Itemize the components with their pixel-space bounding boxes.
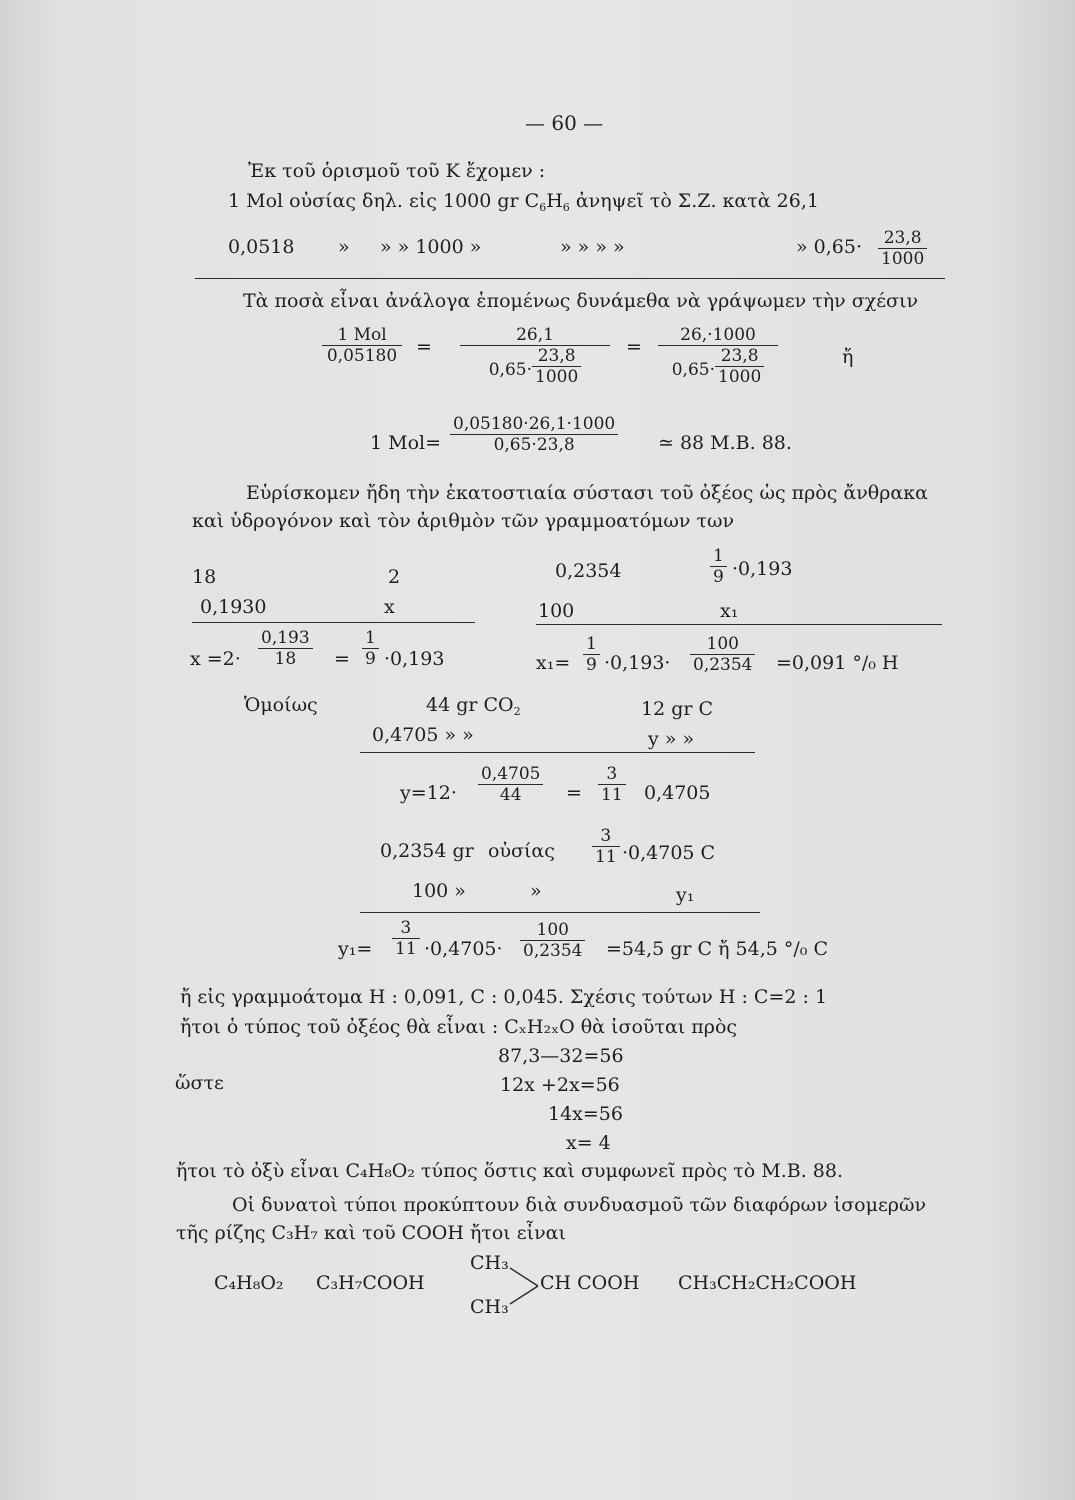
text-span: 0,4705 » » (372, 724, 474, 746)
text-line: καὶ ὑδρογόνον καὶ τὸν ἀριθμὸν τῶν γραμμοατόμων των (192, 510, 735, 532)
text-span: x =2· (190, 648, 241, 670)
fraction (362, 628, 379, 669)
text-span: ·0,193 (384, 648, 445, 670)
rule (360, 752, 755, 753)
numerator: 3 (592, 826, 620, 847)
text-span: 0,65· (488, 360, 532, 380)
text-span: 0,0518 (228, 236, 295, 258)
formula: CH₃ (470, 1296, 509, 1318)
formula: CH COOH (540, 1272, 640, 1294)
text-span: y₁ (676, 884, 695, 906)
fraction (450, 414, 618, 455)
text-line: Ἐκ τοῦ ὁρισμοῦ τοῦ K ἔχομεν : (248, 160, 546, 182)
text-span: ·0,193 (732, 558, 793, 580)
fraction (520, 920, 585, 961)
numerator: 3 (598, 764, 626, 785)
text-span: ἀνηψεῖ τὸ Σ.Ζ. κατὰ 26,1 (569, 190, 819, 212)
text-span: » » 1000 » (380, 236, 482, 258)
numerator: 26,1 (460, 325, 610, 346)
text-span: y » » (648, 728, 695, 750)
subscript: 6 (562, 201, 570, 214)
denominator: 44 (499, 785, 522, 805)
formula: C₄H₈O₂ (214, 1272, 284, 1294)
numerator: 100 (520, 920, 585, 941)
numerator: 0,193 (258, 628, 313, 649)
text-span: x₁= (536, 652, 571, 674)
fraction (532, 346, 581, 387)
fraction (710, 546, 727, 587)
denominator: 0,2354 (523, 941, 583, 961)
rule (360, 912, 760, 913)
text-span: 44 gr CO (426, 694, 514, 716)
rule (195, 278, 945, 279)
fraction (322, 325, 402, 366)
text-span: ·0,4705 C (622, 842, 716, 864)
fraction (460, 325, 610, 387)
equals: = (626, 336, 642, 358)
text-span: » (338, 236, 350, 258)
text-line: Τὰ ποσὰ εἶναι ἀνάλογα ἑπομένως δυνάμεθα νὰ γράψωμεν τὴν σχέσιν (243, 290, 919, 312)
text-span: y₁= (338, 938, 373, 960)
text-span: » 0,65· (796, 236, 863, 258)
denominator: 11 (395, 939, 417, 959)
denominator: 9 (365, 649, 376, 669)
fraction (392, 918, 420, 959)
text-span: ≃ 88 Μ.Β. 88. (658, 432, 792, 454)
text-span: 1 Mol οὐσίας δηλ. εἰς 1000 gr C (228, 190, 540, 212)
text-span: » (530, 880, 542, 902)
text-span: ὥστε (175, 1072, 224, 1094)
text-span: 14x=56 (548, 1103, 623, 1125)
text-line: ἤτοι τὸ ὀξὺ εἶναι C₄H₈O₂ τύπος ὅστις καὶ συμφωνεῖ πρὸς τὸ Μ.Β. 88. (176, 1160, 844, 1182)
text-span: ·0,193· (604, 652, 671, 674)
text-span: 100 (538, 600, 575, 622)
text-span: » » » » (560, 236, 625, 258)
fraction (478, 764, 543, 805)
rule (192, 622, 475, 623)
numerator: 23,8 (532, 346, 581, 367)
denominator: 0,05180 (326, 346, 398, 366)
fraction (715, 346, 764, 387)
denominator: 9 (586, 655, 597, 675)
text-span: 0,65· (671, 360, 715, 380)
text-span: ἤ (842, 346, 854, 368)
equals: = (416, 336, 432, 358)
text-span: 1 Mol= (370, 432, 442, 454)
text-span: 87,3—32=56 (498, 1045, 624, 1067)
text-line (426, 694, 521, 723)
denominator: 0,2354 (693, 655, 753, 675)
text-span: =54,5 gr C ἤ 54,5 °/₀ C (606, 938, 828, 960)
numerator: 1 (362, 628, 379, 649)
numerator: 23,8 (715, 346, 764, 367)
denominator: 1000 (718, 367, 762, 387)
denominator: 18 (274, 649, 297, 669)
text-span: =0,091 °/₀ H (776, 652, 899, 674)
text-span: y=12· (400, 782, 457, 804)
text-line: ἤ εἰς γραμμοάτομα H : 0,091, C : 0,045. Σχέσις τούτων H : C=2 : 1 (180, 986, 828, 1008)
text-span: 12x +2x=56 (500, 1074, 620, 1096)
formula: C₃H₇COOH (316, 1272, 425, 1294)
denominator (658, 346, 778, 387)
numerator: 0,4705 (478, 764, 543, 785)
numerator: 1 (583, 634, 600, 655)
fraction (258, 628, 313, 669)
fraction (583, 634, 600, 675)
fraction (658, 325, 778, 387)
numerator: 0,05180·26,1·1000 (450, 414, 618, 435)
text-span: ·0,4705· (424, 938, 503, 960)
text-span: x= 4 (566, 1132, 611, 1154)
denominator: 0,65·23,8 (493, 435, 575, 455)
denominator: 11 (601, 785, 623, 805)
rule (536, 624, 942, 625)
equals: = (334, 648, 350, 670)
numerator: 23,8 (878, 228, 927, 249)
text-span: H (546, 190, 563, 212)
numerator: 100 (690, 634, 755, 655)
text-span: 2 (388, 566, 401, 588)
equals: = (566, 782, 582, 804)
denominator: 1000 (881, 249, 925, 269)
fraction (592, 826, 620, 867)
numerator: 1 Mol (322, 325, 402, 346)
numerator: 1 (710, 546, 727, 567)
text-span: 0,4705 (644, 782, 711, 804)
branch-lines (508, 1262, 544, 1310)
text-line: ἤτοι ὁ τύπος τοῦ ὀξέος θὰ εἶναι : CₓH₂ₓO θὰ ἰσοῦται πρὸς (180, 1016, 738, 1038)
page-number: — 60 — (525, 111, 604, 135)
text-span: 0,2354 (555, 560, 622, 582)
denominator: 11 (595, 847, 617, 867)
text-line (228, 190, 819, 219)
text-span: 12 gr C (641, 698, 714, 720)
text-span: 0,1930 (200, 596, 267, 618)
numerator: 3 (392, 918, 420, 939)
fraction (598, 764, 626, 805)
text-span: οὐσίας (488, 840, 555, 862)
text-line: τῆς ρίζης C₃H₇ καὶ τοῦ COOH ἤτοι εἶναι (176, 1222, 566, 1244)
subscript: 2 (513, 705, 521, 718)
subscript: 6 (539, 201, 547, 214)
denominator: 1000 (535, 367, 579, 387)
fraction (690, 634, 755, 675)
text-line: Οἱ δυνατοὶ τύποι προκύπτουν διὰ συνδυασμοῦ τῶν διαφόρων ἰσομερῶν (232, 1194, 927, 1216)
formula: CH₃ (470, 1252, 509, 1274)
text-span: 100 » (412, 880, 466, 902)
text-span: x₁ (720, 600, 739, 622)
text-span: 0,2354 gr (380, 840, 474, 862)
fraction (878, 228, 927, 269)
text-span: 18 (192, 566, 217, 588)
denominator: 9 (713, 567, 724, 587)
text-span: Ὁμοίως (244, 694, 318, 716)
denominator (460, 346, 610, 387)
text-span: x (384, 596, 395, 618)
text-line: Εὑρίσκομεν ἤδη τὴν ἑκατοστιαία σύστασι τοῦ ὀξέος ὡς πρὸς ἄνθρακα (246, 482, 928, 504)
numerator: 26,·1000 (658, 325, 778, 346)
formula: CH₃CH₂CH₂COOH (678, 1272, 857, 1294)
